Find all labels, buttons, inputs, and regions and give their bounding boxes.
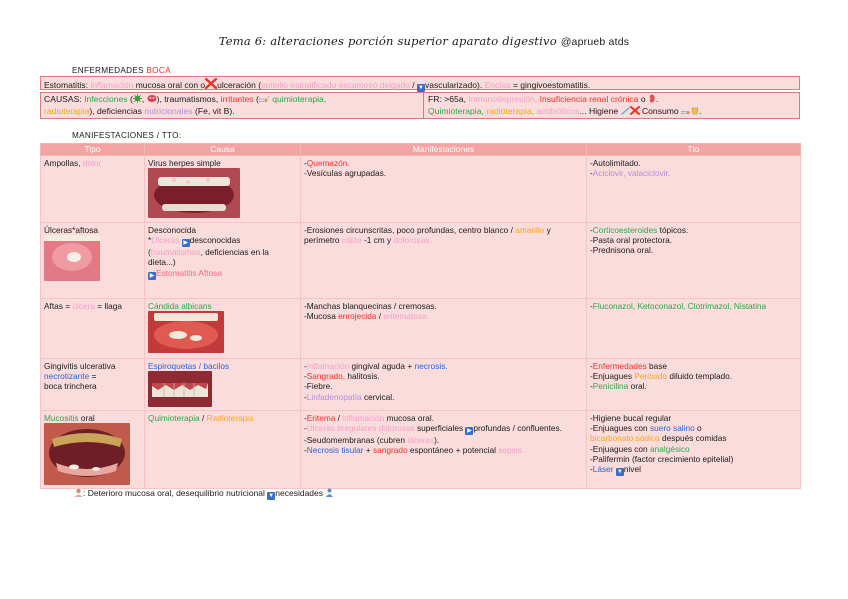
espiroquetas-text: Espiroquetas / bacilos — [148, 360, 230, 371]
bicarbonato-text: bicarbonato sódico — [590, 433, 660, 444]
epitelio-text: epitelio estratificado escamoso delgado — [261, 80, 410, 90]
slash-text: / — [409, 80, 418, 90]
quemazon-text: Quemazón. — [306, 157, 350, 168]
llaga-text: llaga — [104, 300, 122, 311]
table-row — [41, 298, 801, 358]
necrotizante-text: necrotizante — [44, 370, 90, 381]
traumatismos-text: traumatismos, — [161, 94, 219, 104]
inmunodepresion-text: Inmunodepresión, — [468, 94, 538, 104]
mouth-photo — [44, 235, 100, 281]
slash-text: / — [201, 412, 205, 423]
close-paren-text: ). — [434, 434, 440, 445]
consumo-text: Consumo — [641, 105, 679, 116]
enfermedades-text: Enfermedades — [592, 360, 647, 371]
gingivitis-text: Gingivitis ulcerativa — [44, 360, 116, 371]
pasta-oral-text: -Pasta oral protectora. — [590, 234, 673, 245]
oral-text: oral. — [630, 381, 647, 392]
sepsis-text: sepsis. — [498, 445, 525, 456]
necrosis-text: necrosis. — [414, 360, 448, 371]
cell-manifestaciones — [301, 222, 587, 298]
sangrado-text: Sangrado, — [306, 370, 346, 381]
section-heading-enfermedades — [72, 66, 171, 76]
cell-manifestaciones: -Quemazón. -Vesículas agrupadas. — [301, 155, 587, 222]
erosiones-text: -Erosiones circunscritas, poco profundas, centro blanco / — [304, 224, 513, 235]
virus-icon — [133, 94, 142, 106]
cervical-text: cervical. — [363, 391, 395, 402]
person-icon — [325, 488, 334, 500]
enrojecida-text: enrojecida — [338, 310, 377, 321]
eritematosa-text: eritematosa. — [383, 310, 430, 321]
fiebre-text: -Fiebre. — [304, 381, 333, 392]
irritantes-text: irritantes — [218, 94, 254, 104]
palifermin-text: -Palifermin (factor crecimiento epitelial) — [590, 454, 734, 465]
right-arrow-icon: ▶ — [149, 272, 155, 279]
smoking-icon — [681, 107, 691, 118]
nivel-text: nivel — [623, 464, 641, 475]
vascularizado-text: vascularizado — [425, 80, 477, 90]
mouth-photo — [148, 371, 212, 407]
fr-label: FR: >65a, — [428, 94, 466, 104]
causa-text: Virus herpes simple — [148, 157, 221, 168]
paren-open: ( — [127, 94, 133, 104]
down-arrow-icon: ▼ — [616, 469, 623, 476]
cell-causa — [145, 358, 301, 410]
radioterapia-text: Radioterapia — [206, 412, 254, 423]
estomatitis-label: Estomatitis: — [44, 80, 88, 90]
inflamacion-text: inflamación — [90, 80, 134, 90]
dolorosas-text: dolorosas. — [393, 234, 432, 245]
peroxido-text: Peróxido — [634, 370, 668, 381]
causas-list: CAUSAS: Infecciones ( , ), traumatismos, irritantes ( quimioterapia, radioterapia), deficiencias nutricionales (Fe, vit B). — [41, 93, 424, 118]
desconocida-text: Desconocida — [148, 224, 196, 235]
cell-tto: -Fluconazol, Ketoconazol, Clotrimazol, Nistatina — [587, 298, 801, 358]
cm-text: -1 cm y — [363, 234, 392, 245]
ulcera-text: úlcera — [72, 300, 95, 311]
deficiencias-dieta-text: , deficiencias en la dieta...) — [148, 246, 269, 268]
title-handle: @aprueb atds — [560, 36, 630, 48]
gingival-text: gingival aguda + — [351, 360, 413, 371]
cell-tto: -Autolimitado. -Aciclovir, valaciclovir. — [587, 155, 801, 222]
cell-tto: -Corticoesteroides tópicos. -Pasta oral protectora. -Prednisona oral. — [587, 222, 801, 298]
header-tto: Tto — [587, 144, 801, 156]
vesiculas-text: -Vesículas agrupadas. — [304, 167, 387, 178]
equals-text: = — [91, 370, 97, 381]
suero-salino-text: suero salino — [649, 422, 695, 433]
table-row — [41, 155, 801, 222]
tipo-text: Ampollas, — [44, 157, 81, 168]
slash-text: / — [378, 310, 382, 321]
plus-text: + — [365, 445, 371, 456]
antifungicos-text: Fluconazol, Ketoconazol, Clotrimazol, Nistatina — [592, 300, 767, 311]
inflamacion-text: inflamación — [342, 412, 385, 423]
vitamins-text: (Fe, vit B). — [194, 105, 235, 116]
smoking-icon — [259, 95, 270, 106]
estomatitis-aftosa-text: Estomatitis Aftosa — [156, 267, 222, 278]
base-text: base — [649, 360, 668, 371]
necesidades-text: necesidades — [275, 488, 324, 498]
topicos-text: tópicos. — [659, 224, 689, 235]
header-causa: Causa — [145, 144, 301, 156]
cell-causa: Desconocida *Úlceras ▶ desconocidas (traumatismos, deficiencias en la dieta...) ▶ Estomatitis Aftosa — [145, 222, 301, 298]
enjuagues-text: -Enjuagues — [590, 370, 632, 381]
causas-label: CAUSAS: — [44, 94, 82, 104]
cell-manifestaciones: -Inflamación gingival aguda + necrosis. -Sangrado, halitosis. -Fiebre. -Linfadenopatía cervical. — [301, 358, 587, 410]
eritema-text: Eritema — [306, 412, 336, 423]
paren2: ( — [253, 94, 259, 104]
equals-text: = — [97, 300, 103, 311]
superficiales-text: superficiales — [416, 422, 464, 433]
table-row — [41, 358, 801, 410]
perimetro-text: y perímetro — [304, 224, 551, 245]
red-x-icon — [630, 106, 640, 118]
nursing-diagnosis-note — [74, 488, 334, 500]
cell-manifestaciones — [301, 298, 587, 358]
manifestaciones-table — [40, 143, 801, 489]
sangrado-text: sangrado — [372, 445, 408, 456]
radioterapia-text: radioterapia — [44, 105, 90, 116]
cell-tipo — [41, 222, 145, 298]
deficiencias-text: ), deficiencias — [89, 105, 142, 116]
table-row — [41, 410, 801, 488]
aciclovir-text: Aciclovir, valaciclovir. — [592, 167, 671, 178]
cell-manifestaciones: -Eritema / inflamación mucosa oral. -Úlceras irregulares dolorosas superficiales ▶ profundas / confluentes. -Seudomembranas (cubren úlceras). -Necrosis tisular + sangrado espontáneo + potencial sepsis. — [301, 410, 587, 488]
higiene-text: -Higiene bucal regular — [590, 412, 672, 423]
nurse-icon — [74, 488, 83, 500]
cell-causa — [145, 298, 301, 358]
autolimitado-text: -Autolimitado. — [590, 157, 641, 168]
quimioterapia-text: quimioterapia, — [272, 94, 327, 104]
estomatitis-definition — [40, 76, 800, 90]
bacteria-icon — [147, 94, 157, 106]
document-title — [0, 34, 848, 49]
ulceras-text: úlceras — [407, 434, 435, 445]
header-manifestaciones: Manifestaciones — [301, 144, 587, 156]
analgesico-text: analgésico — [649, 443, 690, 454]
ulceras-aftosa-text: Úlceras*aftosa — [44, 224, 98, 235]
linfadenopatia-text: Linfadenopatía — [306, 391, 362, 402]
cell-tipo — [41, 155, 145, 222]
o-text: o — [640, 94, 646, 104]
quimioterapia-text: Quimioterapia — [148, 412, 200, 423]
paren-close: ), — [156, 94, 162, 104]
down-arrow-icon: ▼ — [418, 85, 424, 91]
halitosis-text: halitosis. — [347, 370, 380, 381]
insuficiencia-renal-text: Insuficiencia renal crónica — [539, 94, 639, 104]
espontaneo-text: espontáneo + potencial — [409, 445, 496, 456]
right-arrow-icon: ▶ — [183, 239, 188, 246]
section-heading-manifestaciones: MANIFESTACIONES / TTO: — [72, 131, 182, 140]
mucosa-oral-text: mucosa oral. — [386, 412, 435, 423]
cell-causa — [145, 155, 301, 222]
penicilina-text: Penicilina — [592, 381, 629, 392]
title-text: Tema 6: alteraciones porción superior aparato digestivo — [218, 34, 557, 48]
ulceras-irregulares-text: Úlceras irregulares dolorosas — [306, 422, 415, 433]
oral-text: oral — [80, 412, 95, 423]
laser-text: Láser — [592, 464, 614, 475]
table-row — [41, 222, 801, 298]
enfermedades-label: ENFERMEDADES — [72, 66, 144, 75]
cell-tto: -Enfermedades base -Enjuagues Peróxido diluido templado. -Penicilina oral. — [587, 358, 801, 410]
alcohol-icon — [691, 107, 699, 118]
right-arrow-icon: ▶ — [467, 427, 472, 434]
ulceracion-text: ulceración ( — [217, 80, 262, 90]
enjuagues-text: -Enjuagues con — [590, 443, 648, 454]
nutricionales-text: nutricionales — [144, 105, 193, 116]
prednisona-text: -Prednisona oral. — [590, 245, 654, 256]
fr-radioterapia-text: radioterapia, — [486, 105, 535, 116]
diluido-text: diluido templado. — [669, 370, 733, 381]
corticoesteroides-text: Corticoesteroides — [592, 224, 658, 235]
enjuagues-text: -Enjuagues con — [590, 422, 648, 433]
antibioticos-text: antibióticos — [536, 105, 580, 116]
despues-comidas-text: después comidas — [661, 433, 727, 444]
mouth-photo — [148, 168, 240, 218]
cell-causa — [145, 410, 301, 488]
higiene-text: ... Higiene — [579, 105, 619, 116]
table-header-row — [41, 144, 801, 156]
candida-text: Cándida albicans — [148, 300, 212, 311]
mouth-photo — [148, 311, 224, 353]
dolor-text: dolor — [82, 157, 102, 168]
cell-tipo — [41, 410, 145, 488]
traumatismos-text: traumatismos — [150, 246, 201, 257]
toothbrush-check-icon — [621, 107, 630, 118]
fr-quimioterapia-text: Quimioterapia, — [428, 105, 484, 116]
aftas-text: Aftas = — [44, 300, 71, 311]
cell-tipo — [41, 298, 145, 358]
mouth-photo — [44, 423, 130, 485]
amarillo-text: amarillo — [515, 224, 545, 235]
rojizo-text: rojizo — [341, 234, 362, 245]
mucosa-text: -Mucosa — [304, 310, 336, 321]
red-x-icon — [205, 78, 217, 92]
necrosis-tisular-text: Necrosis tisular — [306, 445, 364, 456]
inflamacion-text: Inflamación — [306, 360, 350, 371]
footer-text: : Deterioro mucosa oral, desequilibrio nutricional — [83, 488, 265, 498]
mucosa-text: mucosa oral con o — [135, 80, 206, 90]
manchas-text: -Manchas blanquecinas / cremosas. — [304, 300, 437, 311]
kidney-icon — [648, 94, 656, 106]
causas-box — [40, 92, 800, 119]
encias-text: Encías — [484, 80, 511, 90]
cell-tipo — [41, 358, 145, 410]
desconocidas-text: desconocidas — [189, 234, 241, 245]
gingivoestomatitis-text: = gingivoestomatitis. — [512, 80, 591, 90]
down-arrow-icon: ▼ — [268, 493, 275, 499]
close-paren-text: ). — [477, 80, 483, 90]
factores-riesgo: FR: >65a, Inmunodepresión, Insuficiencia renal crónica o . Quimioterapia, radioterapia, antibióticos... Higiene Consumo . — [428, 94, 702, 116]
profundas-text: profundas / confluentes. — [473, 422, 562, 433]
seudomembranas-text: -Seudomembranas (cubren — [304, 434, 405, 445]
slash-text: / — [337, 412, 340, 423]
ulceras-text: Úlceras — [151, 234, 180, 245]
header-tipo: Tipo — [41, 144, 145, 156]
boca-label: BOCA — [146, 66, 171, 75]
boca-trinchera-text: boca trinchera — [44, 381, 97, 392]
cell-tto: -Higiene bucal regular -Enjuagues con suero salino o bicarbonato sódico después comidas -Enjuagues con analgésico -Palifermin (factor crecimiento epitelial) -Láser ▼nivel — [587, 410, 801, 488]
mucositis-text: Mucositis — [44, 412, 79, 423]
o-text: o — [697, 422, 702, 433]
infecciones-text: Infecciones — [84, 94, 128, 104]
